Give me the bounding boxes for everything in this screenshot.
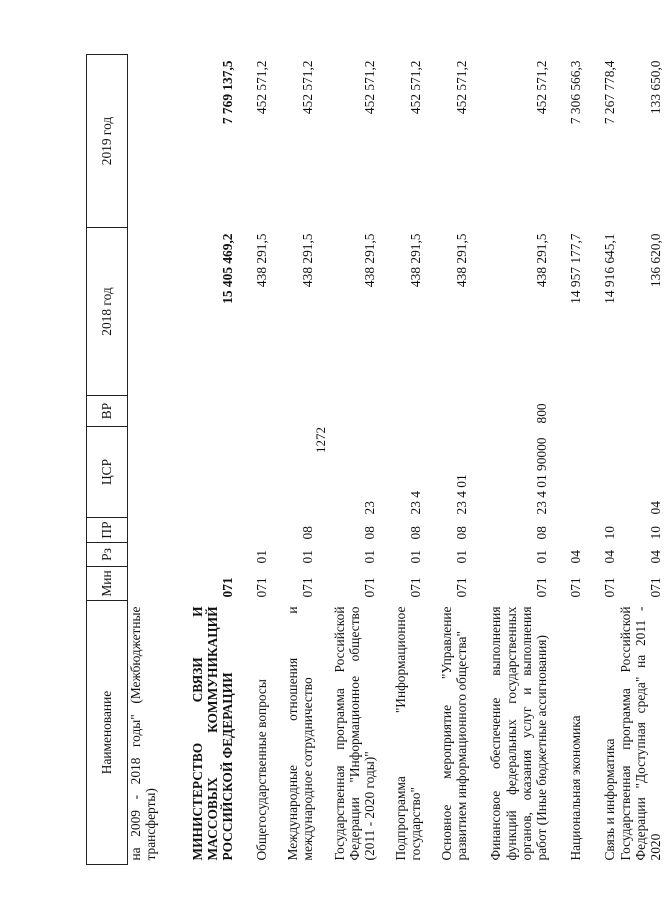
row-csr: 23 4 (408, 491, 424, 515)
rotated-table-container (86, 55, 664, 865)
row-2018: 438 291,5 (300, 233, 316, 288)
row-csr (236, 427, 270, 518)
row-2018: 14 957 177,7 (568, 233, 584, 304)
row-2018 (128, 228, 174, 396)
row-pr (236, 518, 270, 543)
header-min: Мин (87, 567, 128, 601)
row-vr (316, 396, 378, 427)
row-name: Национальная экономика (568, 715, 584, 861)
row-csr: 23 (362, 501, 378, 515)
row-2018: 14 916 645,1 (602, 233, 618, 304)
table-row (128, 55, 174, 865)
row-2019: 452 571,2 (300, 60, 316, 115)
table-row (424, 55, 470, 865)
row-min (128, 567, 174, 601)
row-2019: 7 267 778,4 (602, 60, 618, 125)
row-2019: 452 571,2 (454, 60, 470, 115)
row-rz: 01 (454, 550, 470, 564)
row-rz: 04 (648, 550, 664, 564)
row-vr (618, 396, 664, 427)
row-pr (550, 518, 584, 543)
table-header-row (87, 55, 128, 865)
row-name: Международные отношения и международное сотрудничество (284, 606, 316, 861)
row-rz: 01 (300, 550, 316, 564)
table-row (618, 55, 664, 865)
table-row (270, 55, 316, 865)
header-2018: 2018 год (87, 228, 128, 396)
row-min: 071 (300, 577, 316, 598)
row-rz (174, 543, 236, 567)
row-min: 071 (454, 577, 470, 598)
row-min: 071 (408, 577, 424, 598)
row-vr: 800 (534, 403, 550, 424)
row-rz: 01 (254, 550, 270, 564)
row-2018: 438 291,5 (362, 233, 378, 288)
row-2018: 438 291,5 (454, 233, 470, 288)
row-name: Государственная программа Российской Федерации "Информационное общество (2011 - 2020 годы)" (331, 606, 378, 861)
row-pr: 10 (602, 526, 618, 540)
row-2018: 438 291,5 (408, 233, 424, 288)
header-vr: ВР (87, 396, 128, 427)
header-name: Наименование (87, 601, 128, 865)
row-rz: 01 (534, 550, 550, 564)
row-rz: 04 (602, 550, 618, 564)
row-csr (174, 427, 236, 518)
row-csr (128, 427, 174, 518)
row-rz: 01 (362, 550, 378, 564)
page-number: 1272 (313, 427, 328, 453)
row-2019 (128, 55, 174, 228)
row-name: Финансовое обеспечение выполнения функций федеральных государственных органов, оказания услуг и выполнения работ (Иные бюджетные ассигнования) (488, 606, 550, 861)
row-min: 071 (220, 577, 236, 598)
row-csr (270, 427, 316, 518)
row-name: Связь и информатика (602, 738, 618, 861)
row-min: 071 (568, 577, 584, 598)
row-2019: 452 571,2 (534, 60, 550, 115)
row-csr: 23 4 01 (454, 474, 470, 515)
row-name: Подпрограмма "Информационное государство" (392, 606, 424, 861)
row-min: 071 (648, 577, 664, 598)
row-vr (584, 396, 618, 427)
row-2019: 133 650,0 (648, 60, 664, 115)
row-pr: 08 (454, 526, 470, 540)
row-2019: 452 571,2 (362, 60, 378, 115)
row-csr (550, 427, 584, 518)
table-row (550, 55, 584, 865)
row-pr: 08 (534, 526, 550, 540)
row-pr: 08 (408, 526, 424, 540)
row-rz (128, 543, 174, 567)
table-row (378, 55, 424, 865)
row-pr: 10 (648, 526, 664, 540)
row-name: Государственная программа Российской Федерации "Доступная среда" на 2011 - 2020 (617, 606, 664, 861)
row-vr (424, 396, 470, 427)
row-name: Общегосударственные вопросы (254, 679, 270, 861)
row-2019: 7 769 137,5 (220, 60, 236, 125)
row-2019: 7 306 566,3 (568, 60, 584, 125)
row-name: Основное мероприятие "Управление развитием информационного общества" (438, 606, 470, 861)
budget-table (86, 54, 664, 865)
row-vr (128, 396, 174, 427)
row-2018: 438 291,5 (534, 233, 550, 288)
row-2018: 136 620,0 (648, 233, 664, 288)
row-min: 071 (534, 577, 550, 598)
row-rz: 04 (568, 550, 584, 564)
table-row (470, 55, 550, 865)
row-2019: 452 571,2 (254, 60, 270, 115)
header-pr: ПР (87, 518, 128, 543)
table-row (316, 55, 378, 865)
table-row (174, 55, 236, 865)
row-pr (174, 518, 236, 543)
row-vr (174, 396, 236, 427)
table-row (236, 55, 270, 865)
row-vr (550, 396, 584, 427)
row-rz: 01 (408, 550, 424, 564)
row-pr (128, 518, 174, 543)
row-min: 071 (362, 577, 378, 598)
header-2019: 2019 год (87, 55, 128, 228)
row-vr (378, 396, 424, 427)
row-csr: 04 (648, 501, 664, 515)
row-name: на 2009 - 2018 годы" (Межбюджетные трансферты) (128, 606, 159, 861)
row-vr (236, 396, 270, 427)
row-min: 071 (602, 577, 618, 598)
row-2018: 15 405 469,2 (220, 233, 236, 304)
row-2019: 452 571,2 (408, 60, 424, 115)
header-rz: Рз (87, 543, 128, 567)
table-row (584, 55, 618, 865)
header-csr: ЦСР (87, 427, 128, 518)
row-pr: 08 (300, 526, 316, 540)
row-csr (584, 427, 618, 518)
row-vr (270, 396, 316, 427)
row-pr: 08 (362, 526, 378, 540)
row-2018: 438 291,5 (254, 233, 270, 288)
row-min: 071 (254, 577, 270, 598)
row-csr: 23 4 01 90000 (534, 437, 550, 515)
row-name: МИНИСТЕРСТВО СВЯЗИ И МАССОВЫХ КОММУНИКАЦИЙ РОССИЙСКОЙ ФЕДЕРАЦИИ (189, 606, 236, 861)
